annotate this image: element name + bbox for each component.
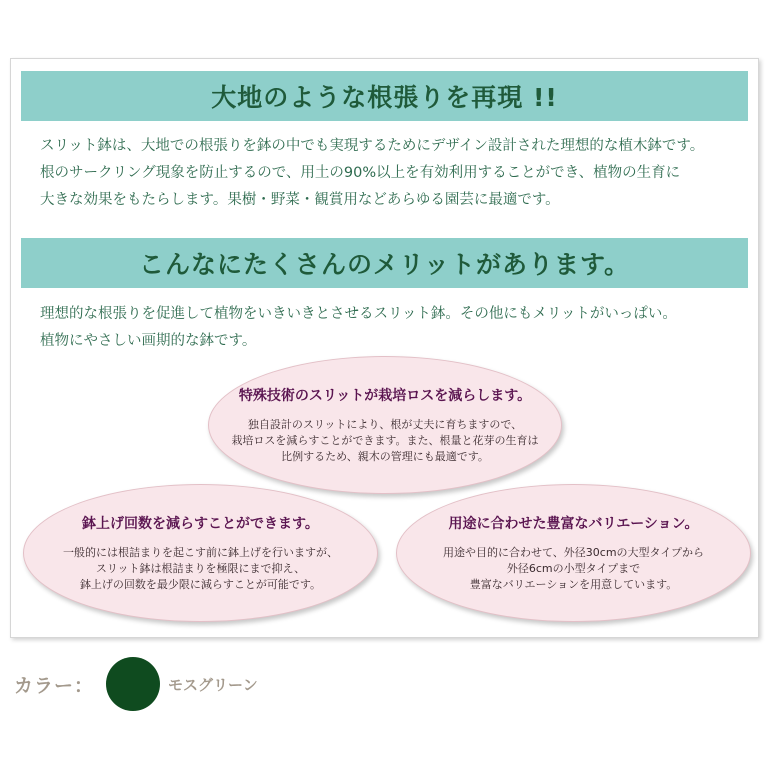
merit-text: 比例するため、親木の管理にも最適です。 [281, 450, 489, 463]
color-swatch [106, 657, 160, 711]
merit-oval-slit [208, 356, 562, 494]
merit-text: 豊富なバリエーションを用意しています。 [469, 578, 678, 591]
merit-text: 独自設計のスリットにより、根が丈夫に育ちますので、 [247, 418, 523, 431]
merit-text: 外径6cmの小型タイプまで [506, 562, 641, 575]
merit-oval-repotting [23, 484, 378, 622]
merit-text: 用途や目的に合わせて、外径30cmの大型タイプから [443, 546, 704, 559]
merit-title: 鉢上げ回数を減らすことができます。 [82, 516, 319, 532]
intro-paragraph [40, 133, 750, 214]
merit-text: 一般的には根詰まりを起こす前に鉢上げを行いますが、 [63, 546, 338, 559]
merit-text: スリット鉢は根詰まりを極限にまで抑え、 [95, 562, 306, 575]
merit-title: 特殊技術のスリットが栽培ロスを減らします。 [238, 388, 532, 404]
merits-paragraph [40, 301, 750, 355]
merit-text: 鉢上げの回数を最少限に減らすことが可能です。 [79, 578, 322, 591]
merit-title: 用途に合わせた豊富なバリエーション。 [448, 516, 699, 532]
intro-line: スリット鉢は、大地での根張りを鉢の中でも実現するためにデザイン設計された理想的な植木鉢です。 [40, 138, 705, 154]
merits-line: 植物にやさしい画期的な鉢です。 [40, 333, 257, 349]
section-heading-root-growth: 大地のような根張りを再現 !! [21, 71, 748, 121]
color-option-row [14, 656, 258, 712]
intro-line: 大きな効果をもたらします。果樹・野菜・観賞用などあらゆる園芸に最適です。 [40, 192, 560, 208]
color-label: カラー： [14, 674, 95, 697]
color-name: モスグリーン [168, 675, 258, 694]
intro-line: 根のサークリング現象を防止するので、用土の90%以上を有効利用することができ、植物の生育に [40, 165, 681, 181]
section-heading-merits: こんなにたくさんのメリットがあります。 [21, 238, 748, 288]
merits-line: 理想的な根張りを促進して植物をいきいきとさせるスリット鉢。その他にもメリットがいっぱい。 [40, 306, 677, 322]
feature-card [10, 58, 759, 638]
merit-oval-variations [396, 484, 751, 622]
merit-text: 栽培ロスを減らすことができます。また、根量と花芽の生育は [231, 434, 539, 447]
